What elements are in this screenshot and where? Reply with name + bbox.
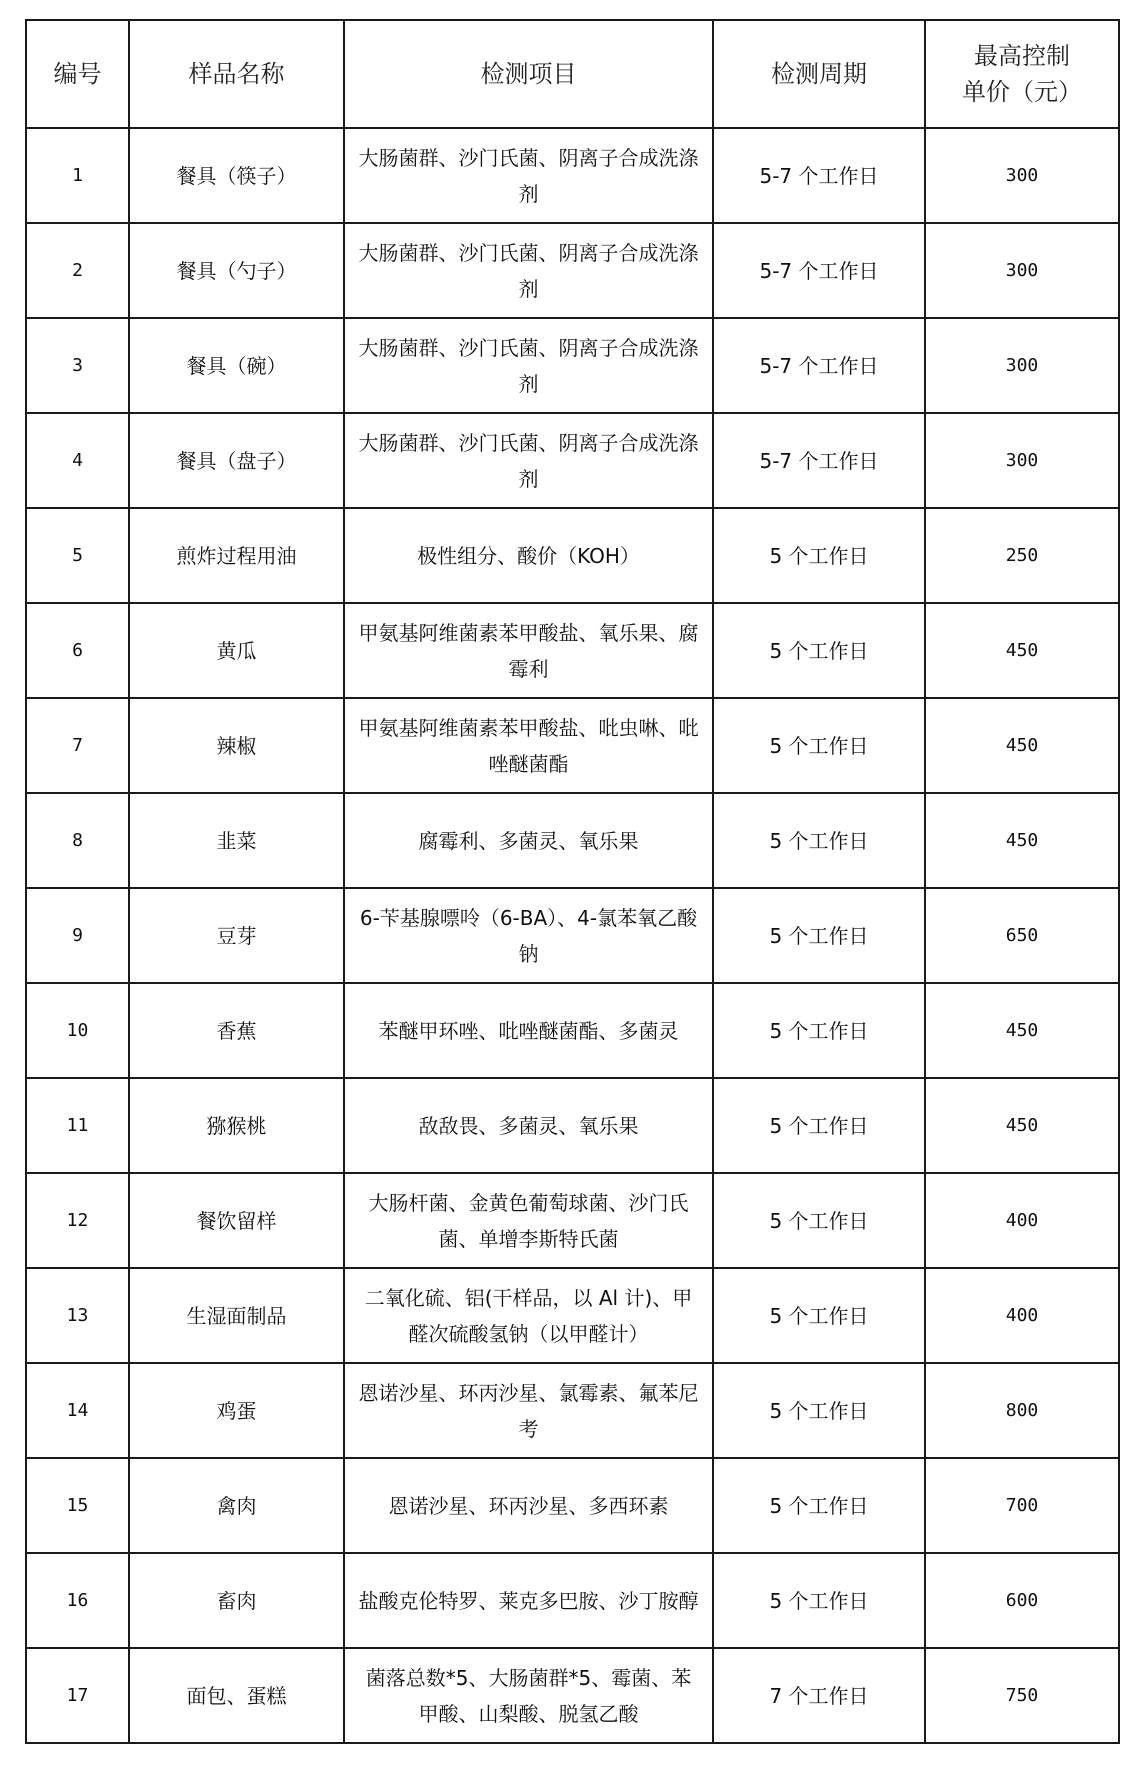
test-items-cell: 大肠菌群、沙门氏菌、阴离子合成洗涤剂 bbox=[344, 413, 713, 508]
table-row bbox=[26, 698, 1119, 793]
row-number-cell: 17 bbox=[26, 1648, 129, 1743]
sample-name-cell: 畜肉 bbox=[129, 1553, 344, 1648]
table-row bbox=[26, 983, 1119, 1078]
max-price-cell: 700 bbox=[925, 1458, 1119, 1553]
row-number-cell: 6 bbox=[26, 603, 129, 698]
test-items-cell: 6-苄基腺嘌呤（6-BA）、4-氯苯氧乙酸钠 bbox=[344, 888, 713, 983]
row-number-cell: 7 bbox=[26, 698, 129, 793]
header-max-price-line2: 单价（元） bbox=[962, 78, 1082, 106]
header-test-period: 检测周期 bbox=[713, 20, 925, 128]
max-price-cell: 450 bbox=[925, 603, 1119, 698]
max-price-cell: 400 bbox=[925, 1268, 1119, 1363]
max-price-cell: 300 bbox=[925, 413, 1119, 508]
test-period-cell: 5 个工作日 bbox=[713, 508, 925, 603]
row-number-cell: 3 bbox=[26, 318, 129, 413]
sample-name-cell: 猕猴桃 bbox=[129, 1078, 344, 1173]
max-price-cell: 300 bbox=[925, 318, 1119, 413]
test-period-cell: 7 个工作日 bbox=[713, 1648, 925, 1743]
max-price-cell: 750 bbox=[925, 1648, 1119, 1743]
test-items-cell: 恩诺沙星、环丙沙星、多西环素 bbox=[344, 1458, 713, 1553]
test-items-cell: 菌落总数*5、大肠菌群*5、霉菌、苯甲酸、山梨酸、脱氢乙酸 bbox=[344, 1648, 713, 1743]
test-period-cell: 5 个工作日 bbox=[713, 603, 925, 698]
header-no: 编号 bbox=[26, 20, 129, 128]
row-number-cell: 4 bbox=[26, 413, 129, 508]
test-period-cell: 5 个工作日 bbox=[713, 698, 925, 793]
header-max-price bbox=[925, 20, 1119, 128]
sample-name-cell: 煎炸过程用油 bbox=[129, 508, 344, 603]
sample-name-cell: 餐具（筷子） bbox=[129, 128, 344, 223]
test-period-cell: 5 个工作日 bbox=[713, 1458, 925, 1553]
max-price-cell: 800 bbox=[925, 1363, 1119, 1458]
test-period-cell: 5 个工作日 bbox=[713, 983, 925, 1078]
test-items-cell: 腐霉利、多菌灵、氧乐果 bbox=[344, 793, 713, 888]
test-items-cell: 甲氨基阿维菌素苯甲酸盐、氧乐果、腐霉利 bbox=[344, 603, 713, 698]
sample-name-cell: 面包、蛋糕 bbox=[129, 1648, 344, 1743]
testing-price-table bbox=[25, 19, 1120, 1744]
test-period-cell: 5-7 个工作日 bbox=[713, 223, 925, 318]
header-test-items: 检测项目 bbox=[344, 20, 713, 128]
table-row bbox=[26, 508, 1119, 603]
sample-name-cell: 生湿面制品 bbox=[129, 1268, 344, 1363]
table-row bbox=[26, 1078, 1119, 1173]
table-header bbox=[26, 20, 1119, 128]
table-body bbox=[26, 128, 1119, 1743]
test-items-cell: 大肠菌群、沙门氏菌、阴离子合成洗涤剂 bbox=[344, 318, 713, 413]
table-row bbox=[26, 1458, 1119, 1553]
max-price-cell: 400 bbox=[925, 1173, 1119, 1268]
sample-name-cell: 黄瓜 bbox=[129, 603, 344, 698]
test-period-cell: 5 个工作日 bbox=[713, 793, 925, 888]
table-row bbox=[26, 1648, 1119, 1743]
test-items-cell: 苯醚甲环唑、吡唑醚菌酯、多菌灵 bbox=[344, 983, 713, 1078]
row-number-cell: 16 bbox=[26, 1553, 129, 1648]
header-max-price-line1: 最高控制 bbox=[974, 42, 1070, 70]
sample-name-cell: 餐饮留样 bbox=[129, 1173, 344, 1268]
table-row bbox=[26, 223, 1119, 318]
test-items-cell: 敌敌畏、多菌灵、氧乐果 bbox=[344, 1078, 713, 1173]
max-price-cell: 650 bbox=[925, 888, 1119, 983]
test-items-cell: 恩诺沙星、环丙沙星、氯霉素、氟苯尼考 bbox=[344, 1363, 713, 1458]
test-period-cell: 5-7 个工作日 bbox=[713, 128, 925, 223]
table-row bbox=[26, 128, 1119, 223]
sample-name-cell: 鸡蛋 bbox=[129, 1363, 344, 1458]
max-price-cell: 300 bbox=[925, 128, 1119, 223]
sample-name-cell: 辣椒 bbox=[129, 698, 344, 793]
test-items-cell: 盐酸克伦特罗、莱克多巴胺、沙丁胺醇 bbox=[344, 1553, 713, 1648]
table-row bbox=[26, 603, 1119, 698]
row-number-cell: 13 bbox=[26, 1268, 129, 1363]
table-row bbox=[26, 318, 1119, 413]
table-row bbox=[26, 888, 1119, 983]
row-number-cell: 8 bbox=[26, 793, 129, 888]
row-number-cell: 15 bbox=[26, 1458, 129, 1553]
row-number-cell: 11 bbox=[26, 1078, 129, 1173]
header-row bbox=[26, 20, 1119, 128]
test-items-cell: 甲氨基阿维菌素苯甲酸盐、吡虫啉、吡唑醚菌酯 bbox=[344, 698, 713, 793]
test-period-cell: 5 个工作日 bbox=[713, 1363, 925, 1458]
table-row bbox=[26, 793, 1119, 888]
test-items-cell: 大肠菌群、沙门氏菌、阴离子合成洗涤剂 bbox=[344, 223, 713, 318]
max-price-cell: 450 bbox=[925, 1078, 1119, 1173]
header-sample-name: 样品名称 bbox=[129, 20, 344, 128]
row-number-cell: 14 bbox=[26, 1363, 129, 1458]
row-number-cell: 9 bbox=[26, 888, 129, 983]
test-period-cell: 5 个工作日 bbox=[713, 1268, 925, 1363]
max-price-cell: 300 bbox=[925, 223, 1119, 318]
sample-name-cell: 餐具（盘子） bbox=[129, 413, 344, 508]
test-items-cell: 大肠菌群、沙门氏菌、阴离子合成洗涤剂 bbox=[344, 128, 713, 223]
sample-name-cell: 禽肉 bbox=[129, 1458, 344, 1553]
test-period-cell: 5 个工作日 bbox=[713, 1173, 925, 1268]
max-price-cell: 450 bbox=[925, 793, 1119, 888]
table-row bbox=[26, 413, 1119, 508]
test-period-cell: 5 个工作日 bbox=[713, 1078, 925, 1173]
max-price-cell: 250 bbox=[925, 508, 1119, 603]
test-period-cell: 5 个工作日 bbox=[713, 1553, 925, 1648]
table-row bbox=[26, 1173, 1119, 1268]
row-number-cell: 12 bbox=[26, 1173, 129, 1268]
table-row bbox=[26, 1363, 1119, 1458]
row-number-cell: 1 bbox=[26, 128, 129, 223]
test-period-cell: 5 个工作日 bbox=[713, 888, 925, 983]
sample-name-cell: 韭菜 bbox=[129, 793, 344, 888]
row-number-cell: 5 bbox=[26, 508, 129, 603]
max-price-cell: 450 bbox=[925, 983, 1119, 1078]
test-period-cell: 5-7 个工作日 bbox=[713, 413, 925, 508]
sample-name-cell: 餐具（勺子） bbox=[129, 223, 344, 318]
max-price-cell: 600 bbox=[925, 1553, 1119, 1648]
test-period-cell: 5-7 个工作日 bbox=[713, 318, 925, 413]
table-row bbox=[26, 1268, 1119, 1363]
row-number-cell: 2 bbox=[26, 223, 129, 318]
max-price-cell: 450 bbox=[925, 698, 1119, 793]
row-number-cell: 10 bbox=[26, 983, 129, 1078]
sample-name-cell: 香蕉 bbox=[129, 983, 344, 1078]
test-items-cell: 二氧化硫、铝(干样品，以 Al 计)、甲醛次硫酸氢钠（以甲醛计） bbox=[344, 1268, 713, 1363]
test-items-cell: 大肠杆菌、金黄色葡萄球菌、沙门氏菌、单增李斯特氏菌 bbox=[344, 1173, 713, 1268]
test-items-cell: 极性组分、酸价（KOH） bbox=[344, 508, 713, 603]
sample-name-cell: 餐具（碗） bbox=[129, 318, 344, 413]
sample-name-cell: 豆芽 bbox=[129, 888, 344, 983]
table-row bbox=[26, 1553, 1119, 1648]
